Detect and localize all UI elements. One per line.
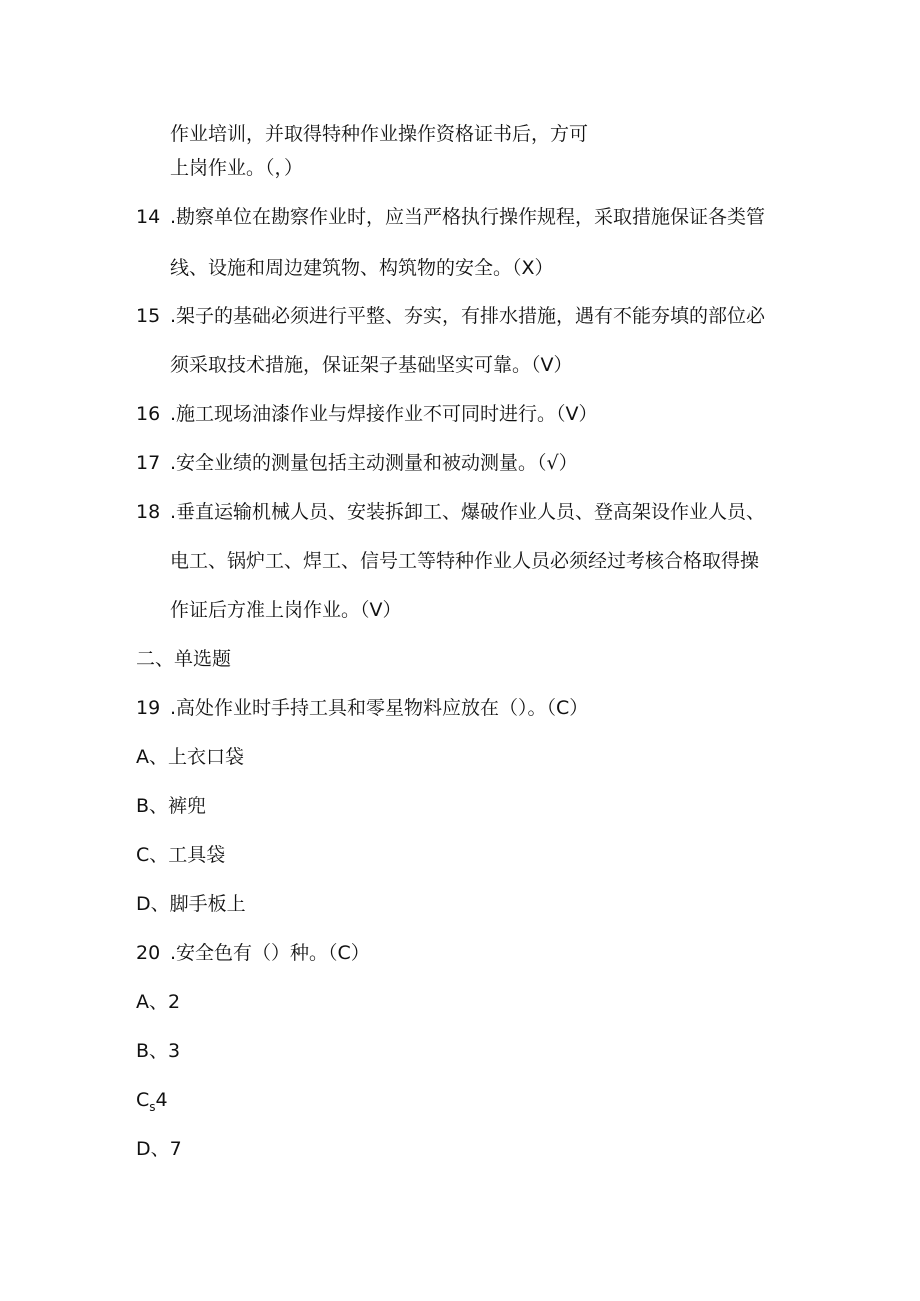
question-number: 18: [136, 501, 161, 523]
question-number: 17: [136, 452, 161, 474]
question-text-line-2: 须采取技术措施，保证架子基础坚实可靠。（V）: [170, 354, 573, 376]
question-number: 19: [136, 697, 161, 719]
option-d: D、脚手板上: [136, 893, 246, 915]
question-text-line-1: .架子的基础必须进行平整、夯实，有排水措施，遇有不能夯填的部位必: [170, 305, 766, 327]
question-number: 14: [136, 206, 161, 228]
option-b: B、裤兜: [136, 795, 207, 817]
option-a: A、上衣口袋: [136, 746, 244, 768]
question-text-line-2: 电工、锅炉工、焊工、信号工等特种作业人员必须经过考核合格取得操: [170, 550, 760, 572]
option-c: [136, 1088, 168, 1119]
question-text-line-1: .垂直运输机械人员、安装拆卸工、爆破作业人员、登高架设作业人员、: [170, 501, 766, 523]
question-number: 20: [136, 942, 161, 964]
option-d: D、7: [136, 1138, 182, 1160]
option-c-letter: C: [136, 1089, 150, 1111]
question-text-line-1: .勘察单位在勘察作业时，应当严格执行操作规程，采取措施保证各类管: [170, 206, 766, 228]
question-text-line-1: .安全业绩的测量包括主动测量和被动测量。（√）: [170, 452, 578, 474]
question-text: .安全色有（）种。（C）: [170, 942, 370, 964]
intro-line-1: 作业培训，并取得特种作业操作资格证书后，方可: [170, 123, 589, 145]
question-text-line-2: 线、设施和周边建筑物、构筑物的安全。（X）: [170, 257, 554, 279]
option-c: C、工具袋: [136, 844, 226, 866]
question-text: .高处作业时手持工具和零星物料应放在（）。（C）: [170, 697, 589, 719]
option-b: B、3: [136, 1040, 181, 1062]
option-a: A、2: [136, 991, 181, 1013]
question-text-line-1: .施工现场油漆作业与焊接作业不可同时进行。（V）: [170, 403, 598, 425]
option-c-value: 4: [155, 1089, 168, 1111]
question-number: 15: [136, 305, 161, 327]
question-text-line-3: 作证后方准上岗作业。（V）: [170, 599, 402, 621]
intro-line-2: 上岗作业。（，）: [170, 157, 304, 179]
section-title: 二、单选题: [136, 648, 232, 670]
option-c-subscript: s: [149, 1100, 156, 1114]
question-number: 16: [136, 403, 161, 425]
